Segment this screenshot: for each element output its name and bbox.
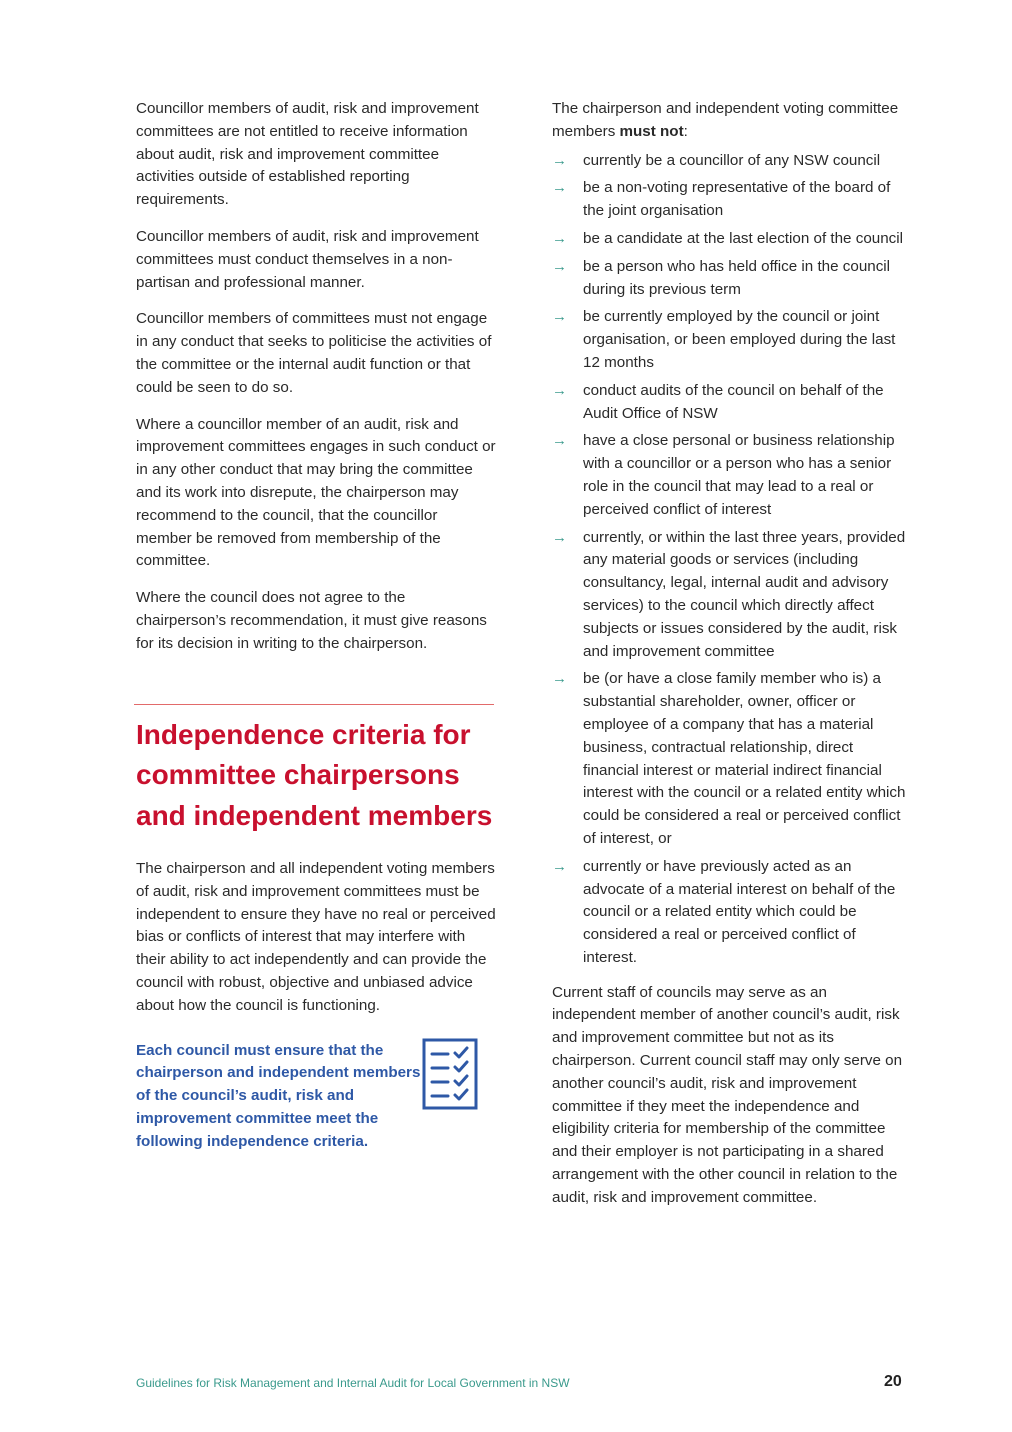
list-item	[552, 306, 912, 374]
list-item	[552, 177, 912, 223]
list-item-text: be currently employed by the council or joint organisation, or been employed during the last 12 months	[583, 308, 896, 371]
criteria-intro-emphasis: must not	[619, 122, 684, 140]
arrow-icon: →	[552, 257, 567, 275]
list-item	[552, 527, 912, 664]
list-item-text: be (or have a close family member who is) a substantial shareholder, owner, officer or employee of a company that has a material business, contractual relationship, direct financial interest or material indirect financial interest with the council or a related entity which could be considered a real or perceived conflict of interest, or	[583, 670, 906, 847]
list-item-text: conduct audits of the council on behalf of the Audit Office of NSW	[583, 381, 884, 422]
arrow-icon: →	[552, 381, 567, 399]
right-column	[552, 98, 912, 1210]
list-item-text: be a person who has held office in the council during its previous term	[583, 257, 891, 298]
list-item	[552, 150, 912, 173]
arrow-icon: →	[552, 229, 567, 247]
list-item	[552, 856, 912, 970]
section-heading: Independence criteria for committee chairpersons and independent members	[136, 718, 493, 831]
list-item	[552, 430, 912, 521]
criteria-list	[552, 150, 912, 970]
arrow-icon: →	[552, 308, 567, 326]
list-item-text: currently or have previously acted as an advocate of a material interest on behalf of the council or a related entity which could be considered a real or perceived conflict of interest.	[583, 857, 896, 966]
closing-paragraph: Current staff of councils may serve as an independent member of another council’s audit, risk and improvement committee but not as its chairperson. Current council staff may only serve on another council’s audit, risk and improvement committee if they meet the independence and eligibility criteria for membership of the committee and their employer is not participating in a shared arrangement with the other council in relation to the audit, risk and improvement committee.	[552, 983, 903, 1206]
checklist-icon	[422, 1038, 478, 1110]
footer-title: Guidelines for Risk Management and Internal Audit for Local Government in NSW	[136, 1376, 570, 1390]
list-item-text: be a candidate at the last election of the council	[583, 229, 903, 247]
list-item	[552, 228, 912, 251]
list-item-text: have a close personal or business relationship with a councillor or a person who has a senior role in the council that may lead to a real or perceived conflict of interest	[583, 432, 895, 518]
list-item	[552, 668, 912, 850]
arrow-icon: →	[552, 528, 567, 546]
criteria-intro-suffix: :	[683, 122, 688, 140]
arrow-icon: →	[552, 432, 567, 450]
arrow-icon: →	[552, 151, 567, 169]
section-body: The chairperson and all independent voting members of audit, risk and improvement committees must be independent to ensure they have no real or perceived bias or conflicts of interest that may interfere with their ability to act independently and can provide the council with robust, objective and unbiased advice about how the council is functioning.	[136, 860, 496, 1014]
paragraph: Councillor members of audit, risk and improvement committees are not entitled to receive information about audit, risk and improvement committee activities outside of established reporting requirements.	[136, 100, 479, 209]
list-item-text: currently be a councillor of any NSW council	[583, 151, 881, 169]
section-divider	[134, 704, 494, 705]
paragraph: Where a councillor member of an audit, risk and improvement committees engages in such conduct or in any other conduct that may bring the committee and its work into disrepute, the chairperson may recommend to the council, that the councillor member be removed from membership of the committee.	[136, 415, 496, 570]
criteria-intro-text: The chairperson and independent voting committee members	[552, 100, 899, 140]
paragraph: Councillor members of committees must not engage in any conduct that seeks to politicise the activities of the committee or the internal audit function or that could be seen to do so.	[136, 310, 492, 396]
list-item	[552, 380, 912, 426]
list-item-text: currently, or within the last three years, provided any material goods or services (including consultancy, legal, internal audit and advisory services) to the council which directly affect subjects or issues considered by the audit, risk and improvement committee	[583, 528, 906, 660]
page-number: 20	[884, 1373, 902, 1390]
list-item	[552, 256, 912, 302]
arrow-icon: →	[552, 670, 567, 688]
arrow-icon: →	[552, 179, 567, 197]
callout-box	[136, 1040, 496, 1154]
paragraph: Where the council does not agree to the chairperson’s recommendation, it must give reasons for its decision in writing to the chairperson.	[136, 589, 487, 652]
list-item-text: be a non-voting representative of the board of the joint organisation	[583, 179, 891, 220]
left-column	[136, 98, 496, 1154]
callout-text: Each council must ensure that the chairperson and independent members of the council’s audit, risk and improvement committee meet the following independence criteria.	[136, 1041, 421, 1150]
arrow-icon: →	[552, 857, 567, 875]
paragraph: Councillor members of audit, risk and improvement committees must conduct themselves in a non-partisan and professional manner.	[136, 227, 479, 291]
criteria-intro	[552, 98, 912, 144]
